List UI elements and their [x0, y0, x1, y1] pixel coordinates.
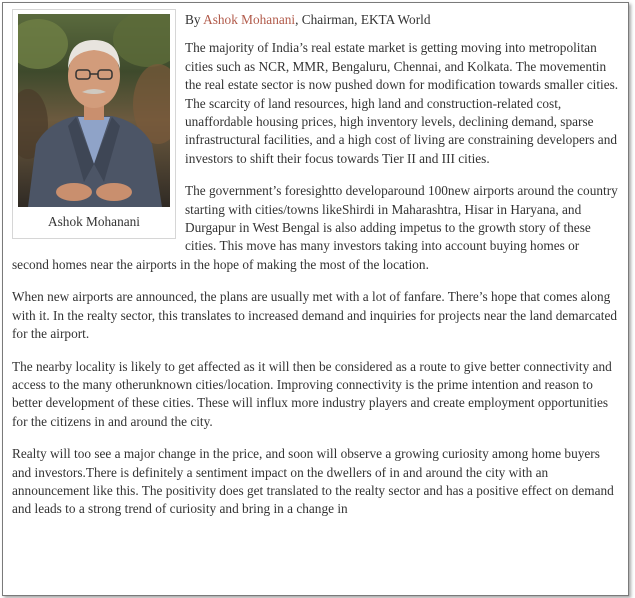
author-photo-box [12, 9, 176, 239]
paragraph-5: Realty will too see a major change in the price, and soon will observe a growing curiosity among home buyers and investors.There is definitely a sentiment impact on the dwellers of in and around the city with an announcement like this. The positivity does get translated to the realty sector and has a positive effect on demand and leads to a strong trend of curiosity and bring in a change in [12, 446, 614, 517]
paragraph-4: The nearby locality is likely to get affected as it will then be considered as a route to give better connectivity and access to the many otherunknown cities/location. Improving connectivity is the prime intention and reason to better development of these cities. These will influx more industry players and create employment opportunities for the citizens in and around the city. [12, 358, 612, 429]
author-link[interactable]: Ashok Mohanani [203, 12, 296, 27]
article-frame [2, 2, 629, 596]
paragraph-3: When new airports are announced, the plans are usually met with a lot of fanfare. There’s hope that comes along with it. In the realty sector, this translates to increased demand and inquiries for projects near the land demarcated for the airport. [12, 289, 617, 342]
photo-caption: Ashok Mohanani [48, 214, 140, 229]
byline-prefix: By [185, 12, 201, 27]
byline-suffix: , Chairman, EKTA World [295, 12, 431, 27]
author-photo [18, 14, 170, 207]
author-portrait-image [18, 14, 170, 207]
paragraph-1: The majority of India’s real estate market is getting moving into metropolitan cities such as NCR, MMR, Bengaluru, Chennai, and Kolkata. The movementin the real estate sector is now pushed down for modification towards smaller cities. The scarcity of land resources, high land and construction-related cost, unaffordable housing prices, high inventory levels, declining demand, sparse infrastructural facilities, and a high cost of living are constraining developers and investors to shift their focus towards Tier II and III cities. [185, 40, 619, 166]
paragraph-2: The government’s foresightto developaround 100new airports around the country starting with cities/towns likeShirdi in Maharashtra, Hisar in Haryana, and Durgapur in West Bengal is also adding impetus to the growth story of these cities. This move has many investors taking into account buying homes or second homes near the airports in the hope of making the most of the location. [12, 183, 618, 272]
article-body [12, 5, 619, 533]
